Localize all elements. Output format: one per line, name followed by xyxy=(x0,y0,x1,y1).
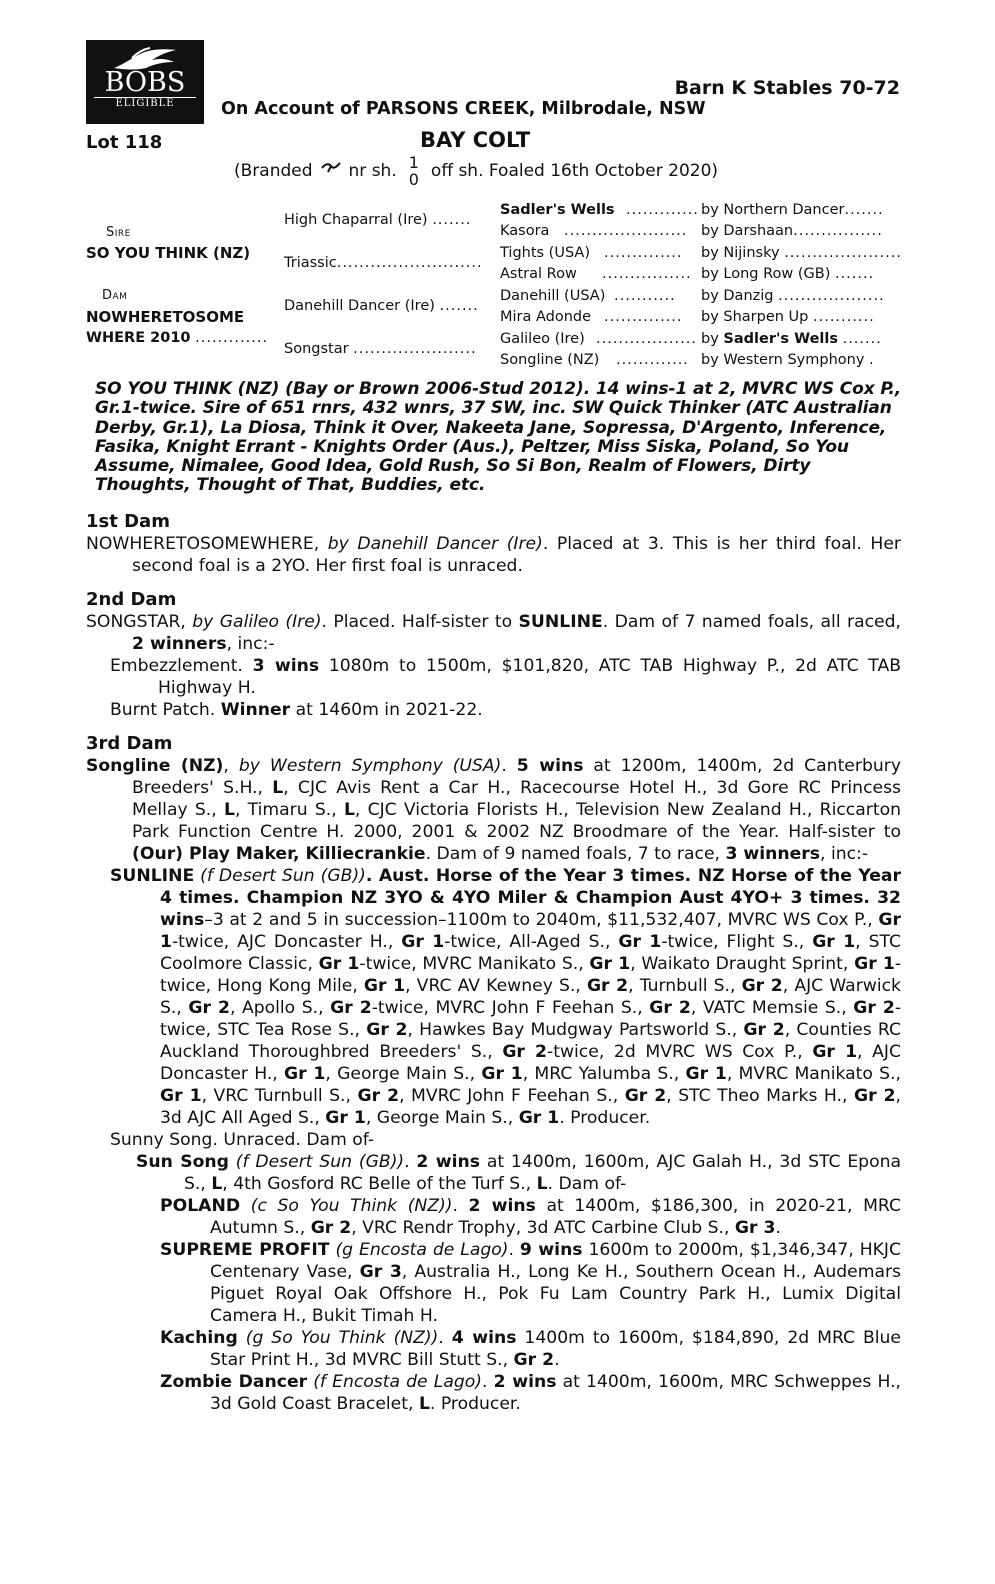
sunline-g1-c: Gr 1 xyxy=(618,932,662,952)
sunline-g1-b: Gr 1 xyxy=(401,932,445,952)
gen3-2: Tights (USA) xyxy=(500,245,591,261)
kaching-g2: Gr 2 xyxy=(513,1350,555,1370)
sunline-g2-h: Gr 2 xyxy=(743,1020,785,1040)
gen2-0: High Chaparral (Ire) ....... xyxy=(284,212,472,228)
sunline-g1-a: Gr 1 xyxy=(160,910,901,952)
kaching-t2: . xyxy=(554,1350,560,1370)
gen3-1: Kasora xyxy=(500,223,550,239)
sunline-r14: , VATC Memsie S., xyxy=(690,998,847,1018)
dam3-entry: Songline (NZ), by Western Symphony (USA). 5 wins at 1200m, 1400m, 2d Canterbury Breeders' S.H., L, CJC Avis Rent a Car H., Racecourse Hotel H., 3d Gore RC Princess Mellay S., L, Timaru S., L, CJC Victoria Florists H., Television New Zealand H., Riccarton Park Function Centre H. 2000, 2001 & 2002 NZ Broodmare of the Year. Half-sister to (Our) Play Maker, Killiecrankie. Dam of 9 named foals, 7 to race, 3 winners, inc:- xyxy=(86,756,902,864)
gen3-5: Mira Adonde xyxy=(500,309,592,325)
burnt-patch-text: at 1460m in 2021-22. xyxy=(295,700,483,720)
kaching-name: Kaching xyxy=(160,1328,238,1348)
gen2-3: Songstar ...................... xyxy=(284,341,477,357)
gen3-6: Galileo (Ire) xyxy=(500,331,585,347)
dam3-t7: , inc:- xyxy=(820,844,869,864)
sun-song-name: Sun Song xyxy=(136,1152,229,1172)
sunline-name: SUNLINE xyxy=(110,866,195,886)
sunline-r23: , VRC Turnbull S., xyxy=(201,1086,351,1106)
gen4-0: by Northern Dancer....... xyxy=(701,202,884,218)
embezzlement-text: 1080m to 1500m, $101,820, ATC TAB Highway P., 2d ATC TAB Highway H. xyxy=(158,656,902,698)
sunline-r16: , Hawkes Bay Mudgway Partsworld S., xyxy=(407,1020,738,1040)
sunline-g2-j: Gr 2 xyxy=(357,1086,400,1106)
sun-song-l1: L xyxy=(211,1174,223,1194)
sunline-r20: , George Main S., xyxy=(325,1064,476,1084)
dam1-text: . Placed at 3. This is her third foal. Her second foal is a 2YO. Her first foal is unraced. xyxy=(132,534,901,576)
sun-song-t3: , 4th Gosford RC Belle of the Turf S., xyxy=(222,1174,532,1194)
sunline-g1-e: Gr 1 xyxy=(318,954,360,974)
gen4-5-text: by Sharpen Up xyxy=(701,309,809,325)
supreme-profit-by: (g Encosta de Lago) xyxy=(335,1240,509,1260)
sunline-r24: , MVRC John F Feehan S., xyxy=(399,1086,619,1106)
supreme-profit-name: SUPREME PROFIT xyxy=(160,1240,330,1260)
zombie-dancer-t2: . Producer. xyxy=(429,1394,521,1414)
dam3-l2: L xyxy=(223,800,235,820)
dam2-t2: . Dam of 7 named foals, all raced, xyxy=(602,612,902,632)
dam3-t4: , Timaru S., xyxy=(234,800,337,820)
sunline-r10: , Turnbull S., xyxy=(628,976,736,996)
sunline-g2-k: Gr 2 xyxy=(624,1086,667,1106)
dam2-t1: . Placed. Half-sister to xyxy=(321,612,513,632)
sunline-g2-c: Gr 2 xyxy=(188,998,230,1018)
pedigree-table: Sire SO YOU THINK (NZ) Dam NOWHERETOSOME WHERE 2010 ............. High Chaparral (Ire) ....... Triassic.......................... Danehill Dancer (Ire) ....... Songstar ...................... Sadler's Wells Kasora Tights (USA) Astral Row Danehill (USA) Mira Adonde Galileo (Ire) Songline (NZ) ............. ...................... .............. ................ ........... .............. .................. ............. by Northern Dancer....... by Darshaan................ by Nijinsky ..................... by Long Row (GB) ....... by Danzig ................... by Sharpen Up ........... by Sadler's Wells ....... by Western Symphony . xyxy=(86,202,902,368)
dam-name-2: WHERE 2010 ............. xyxy=(86,330,269,346)
sunline-g1-n: Gr 1 xyxy=(325,1108,366,1128)
brand-line xyxy=(234,150,718,192)
poland-t1: at 1400m, $186,300, in 2020-21, MRC Autumn S., xyxy=(210,1196,901,1238)
sunline-r19: , AJC Doncaster H., xyxy=(160,1042,901,1084)
sunline-r13: -twice, MVRC John F Feehan S., xyxy=(371,998,643,1018)
gen3-0: Sadler's Wells xyxy=(500,202,615,218)
brand-mark-icon xyxy=(319,160,343,182)
gen3-3: Astral Row xyxy=(500,266,577,282)
sunline-g1-h: Gr 1 xyxy=(363,976,406,996)
supreme-profit-t1: 1600m to 2000m, $1,346,347, HKJC Centenary Vase, xyxy=(210,1240,901,1282)
sunline-r18: -twice, 2d MVRC WS Cox P., xyxy=(547,1042,803,1062)
gen4-4-text: by Danzig xyxy=(701,288,774,304)
burnt-patch-entry xyxy=(86,699,901,721)
dam2-by: by Galileo (Ire) xyxy=(192,612,322,632)
dam2-sunline: SUNLINE xyxy=(518,612,603,632)
gen4-3: by Long Row (GB) ....... xyxy=(701,266,875,282)
dam2-heading: 2nd Dam xyxy=(86,589,177,610)
burnt-patch-winner: Winner xyxy=(220,700,291,720)
dam-name-1: NOWHERETOSOME xyxy=(86,308,245,326)
sunline-g2-b: Gr 2 xyxy=(741,976,783,996)
sun-song-entry xyxy=(86,1151,901,1195)
dam3-t1: . xyxy=(501,756,507,776)
gen4-0-text: by Northern Dancer xyxy=(701,202,845,218)
sunline-r25: , STC Theo Marks H., xyxy=(666,1086,848,1106)
page-title: BAY COLT xyxy=(420,128,531,152)
dam2-winners: 2 winners xyxy=(132,634,227,654)
dam-name-2-text: WHERE 2010 xyxy=(86,330,191,346)
embezzlement-name: Embezzlement. xyxy=(110,656,243,676)
zombie-dancer-l: L xyxy=(418,1394,430,1414)
burnt-patch-name: Burnt Patch. xyxy=(110,700,216,720)
sunline-r7: , Waikato Draught Sprint, xyxy=(630,954,849,974)
dam3-name: Songline (NZ) xyxy=(86,756,224,776)
sunline-g2-i: Gr 2 xyxy=(502,1042,548,1062)
sunline-r17: , Counties RC Auckland Thoroughbred Breeders' S., xyxy=(160,1020,902,1062)
dam3-by: by Western Symphony (USA) xyxy=(238,756,502,776)
sunline-entry xyxy=(86,865,901,1129)
logo-eligible: ELIGIBLE xyxy=(94,97,196,109)
gen4-3-text: by Long Row (GB) xyxy=(701,266,831,282)
sire-name: SO YOU THINK (NZ) xyxy=(86,244,251,262)
sunny-song-entry: Sunny Song. Unraced. Dam of- xyxy=(110,1130,375,1150)
sunline-g1-k: Gr 1 xyxy=(481,1064,523,1084)
dam3-winners: 3 winners xyxy=(725,844,821,864)
gen2-1: Triassic.......................... xyxy=(284,255,483,271)
sun-song-t1: . xyxy=(404,1152,410,1172)
gen4-1: by Darshaan................ xyxy=(701,223,883,239)
dam1-name: NOWHERETOSOMEWHERE, xyxy=(86,534,320,554)
sunline-r27: , George Main S., xyxy=(365,1108,514,1128)
gen2-1-text: Triassic xyxy=(284,255,337,271)
sunline-r26: , 3d AJC All Aged S., xyxy=(160,1086,901,1128)
dam2-t3: , inc:- xyxy=(226,634,275,654)
barn-location: Barn K Stables 70-72 xyxy=(674,77,900,99)
sun-song-t4: . Dam of- xyxy=(547,1174,627,1194)
dam2-name: SONGSTAR, xyxy=(86,612,186,632)
sun-song-t2: at 1400m, 1600m, AJC Galah H., 3d STC Epona S., xyxy=(184,1152,902,1194)
sunline-r5: , STC Coolmore Classic, xyxy=(160,932,901,974)
dam1-by: by Danehill Dancer (Ire) xyxy=(327,534,543,554)
poland-wins: 2 wins xyxy=(468,1196,536,1216)
brand-fraction xyxy=(409,154,419,188)
sunline-g1-g: Gr 1 xyxy=(854,954,895,974)
frac-den: 0 xyxy=(408,170,419,189)
gen4-7: by Western Symphony . xyxy=(701,352,874,368)
sire-summary: SO YOU THINK (NZ) (Bay or Brown 2006-Stud 2012). 14 wins-1 at 2, MVRC WS Cox P., Gr.1-twice. Sire of 651 rnrs, 432 wnrs, 37 SW, inc. SW Quick Thinker (ATC Australian Derby, Gr.1), La Diosa, Think it Over, Nakeeta Jane, Sopressa, D'Argento, Inference, Fasika, Knight Errant - Knights Order (Aus.), Peltzer, Miss Siska, Poland, So You Assume, Nimalee, Good Idea, Gold Rush, So Si Bon, Realm of Flowers, Dirty Thoughts, Thought of That, Buddies, etc. xyxy=(95,379,902,496)
poland-g3: Gr 3 xyxy=(734,1218,776,1238)
sunline-g1-o: Gr 1 xyxy=(518,1108,560,1128)
poland-t2: , VRC Rendr Trophy, 3d ATC Carbine Club S., xyxy=(351,1218,730,1238)
kaching-wins: 4 wins xyxy=(451,1328,517,1348)
sunline-g2-l: Gr 2 xyxy=(853,1086,896,1106)
supreme-profit-t2: , Australia H., Long Ke H., Southern Ocean H., Audemars Piguet Royal Oak Offshore H., Pok Fu Lam Country Park H., Lumix Digital Camera H., Bukit Timah H. xyxy=(210,1262,902,1326)
sunline-g1-d: Gr 1 xyxy=(812,932,856,952)
dam3-heading: 3rd Dam xyxy=(86,733,173,754)
gen2-0-text: High Chaparral (Ire) xyxy=(284,212,428,228)
dam3-t5: , CJC Victoria Florists H., Television New Zealand H., Riccarton Park Function Centre H. 2000, 2001 & 2002 NZ Broodmare of the Year. Half-sister to xyxy=(132,800,901,842)
sunline-r2: -twice, AJC Doncaster H., xyxy=(171,932,394,952)
vendor-account: On Account of PARSONS CREEK, Milbrodale, NSW xyxy=(221,99,706,119)
embezzlement-entry xyxy=(86,655,901,699)
dam1-entry xyxy=(86,533,901,577)
dam3-t2: at 1200m, 1400m, 2d Canterbury Breeders' S.H., xyxy=(132,756,901,798)
gen3-7: Songline (NZ) xyxy=(500,352,600,368)
gen4-6-bold: Sadler's Wells xyxy=(723,331,838,347)
zombie-dancer-entry: Zombie Dancer (f Encosta de Lago). 2 wins at 1400m, 1600m, MRC Schweppes H., 3d Gold Coast Bracelet, L. Producer. xyxy=(160,1372,902,1414)
sun-song-by: (f Desert Sun (GB)) xyxy=(235,1152,405,1172)
gen3-4: Danehill (USA) xyxy=(500,288,606,304)
gen2-3-text: Songstar xyxy=(284,341,349,357)
dam3-t3: , CJC Avis Rent a Car H., Racecourse Hotel H., 3d Gore RC Princess Mellay S., xyxy=(132,778,902,820)
sunline-honours: . Aust. Horse of the Year 3 times. NZ Horse of the Year 4 times. Champion NZ 3YO & 4YO Miler & Champion Aust 4YO+ 3 times. 32 wins xyxy=(160,866,902,930)
dam3-halfsibs: (Our) Play Maker, Killiecrankie xyxy=(132,844,426,864)
zombie-dancer-by: (f Encosta de Lago) xyxy=(313,1372,482,1392)
supreme-profit-entry: SUPREME PROFIT (g Encosta de Lago). 9 wins 1600m to 2000m, $1,346,347, HKJC Centenary Vase, Gr 3, Australia H., Long Ke H., Southern Ocean H., Audemars Piguet Royal Oak Offshore H., Pok Fu Lam Country Park H., Lumix Digital Camera H., Bukit Timah H. xyxy=(160,1240,902,1326)
kaching-entry: Kaching (g So You Think (NZ)). 4 wins 1400m to 1600m, $184,890, 2d MRC Blue Star Print H., 3d MVRC Bill Stutt S., Gr 2. xyxy=(160,1328,902,1370)
sunline-r12: , Apollo S., xyxy=(229,998,324,1018)
supreme-profit-wins: 9 wins xyxy=(519,1240,583,1260)
sunline-g1-f: Gr 1 xyxy=(589,954,631,974)
bobs-eligible-logo xyxy=(86,40,204,124)
sunline-r3: -twice, All-Aged S., xyxy=(444,932,611,952)
zombie-dancer-name: Zombie Dancer xyxy=(160,1372,308,1392)
dam3-l1: L xyxy=(272,778,284,798)
sunline-r22: , MVRC Manikato S., xyxy=(726,1064,902,1084)
sun-song-l2: L xyxy=(536,1174,548,1194)
sire-label: Sire xyxy=(106,225,131,240)
sun-song-wins: 2 wins xyxy=(416,1152,480,1172)
gen2-2-text: Danehill Dancer (Ire) xyxy=(284,298,435,314)
gen4-1-text: by Darshaan xyxy=(701,223,794,239)
logo-bobs: BOBS xyxy=(104,67,186,98)
gen4-6: by Sadler's Wells ....... xyxy=(701,331,882,347)
kaching-by: (g So You Think (NZ)) xyxy=(245,1328,439,1348)
dam-label: Dam xyxy=(102,288,128,303)
zombie-dancer-wins: 2 wins xyxy=(493,1372,557,1392)
gen4-7-text: by Western Symphony xyxy=(701,352,865,368)
sunline-r6: -twice, MVRC Manikato S., xyxy=(359,954,584,974)
sunline-g1-m: Gr 1 xyxy=(160,1086,202,1106)
dam3-l3: L xyxy=(343,800,355,820)
dam3-wins: 5 wins xyxy=(516,756,584,776)
gen4-2: by Nijinsky ..................... xyxy=(701,245,902,261)
poland-by: (c So You Think (NZ)) xyxy=(250,1196,453,1216)
dam2-entry xyxy=(86,611,901,655)
sunline-r15: -twice, STC Tea Rose S., xyxy=(160,998,902,1040)
sunline-g1-i: Gr 1 xyxy=(812,1042,858,1062)
lot-number: Lot 118 xyxy=(86,132,163,153)
sunline-g1-l: Gr 1 xyxy=(685,1064,727,1084)
brand-suffix: off sh. Foaled 16th October 2020) xyxy=(430,161,719,181)
sunline-g2-e: Gr 2 xyxy=(649,998,691,1018)
gen4-5: by Sharpen Up ........... xyxy=(701,309,875,325)
brand-mid: nr sh. xyxy=(348,161,397,181)
poland-name: POLAND xyxy=(160,1196,241,1216)
zombie-dancer-t1: at 1400m, 1600m, MRC Schweppes H., 3d Gold Coast Bracelet, xyxy=(210,1372,902,1414)
sunline-g1-j: Gr 1 xyxy=(284,1064,326,1084)
poland-t3: . xyxy=(775,1218,781,1238)
gen4-4: by Danzig ................... xyxy=(701,288,885,304)
poland-g2: Gr 2 xyxy=(310,1218,352,1238)
supreme-profit-g3: Gr 3 xyxy=(359,1262,402,1282)
dam3-t6: . Dam of 9 named foals, 7 to race, xyxy=(425,844,720,864)
sunline-g2-g: Gr 2 xyxy=(366,1020,408,1040)
sunline-r21: , MRC Yalumba S., xyxy=(522,1064,680,1084)
sunline-r4: -twice, Flight S., xyxy=(661,932,805,952)
gen4-6-text: by xyxy=(701,331,724,347)
gen2-2: Danehill Dancer (Ire) ....... xyxy=(284,298,479,314)
sunline-r1: –3 at 2 and 5 in succession–1100m to 2040m, $11,532,407, MVRC WS Cox P., xyxy=(204,910,873,930)
gen4-2-text: by Nijinsky xyxy=(701,245,780,261)
sunline-r8: -twice, Hong Kong Mile, xyxy=(160,954,902,996)
dam1-heading: 1st Dam xyxy=(86,511,170,532)
sunline-g2-a: Gr 2 xyxy=(586,976,629,996)
sunline-by: (f Desert Sun (GB)) xyxy=(200,866,366,886)
sunline-r11: , AJC Warwick S., xyxy=(160,976,902,1018)
brand-prefix: (Branded xyxy=(234,161,313,181)
sunline-r9: , VRC AV Kewney S., xyxy=(405,976,581,996)
kaching-t1: 1400m to 1600m, $184,890, 2d MRC Blue Star Print H., 3d MVRC Bill Stutt S., xyxy=(210,1328,902,1370)
poland-entry: POLAND (c So You Think (NZ)). 2 wins at 1400m, $186,300, in 2020-21, MRC Autumn S., Gr 2, VRC Rendr Trophy, 3d ATC Carbine Club S., Gr 3. xyxy=(160,1196,901,1238)
embezzlement-wins: 3 wins xyxy=(252,656,320,676)
catalogue-body xyxy=(86,511,901,1415)
sunline-g2-f: Gr 2 xyxy=(853,998,895,1018)
sunline-r28: . Producer. xyxy=(559,1108,651,1128)
sunline-g2-d: Gr 2 xyxy=(330,998,372,1018)
frac-num: 1 xyxy=(408,153,419,172)
